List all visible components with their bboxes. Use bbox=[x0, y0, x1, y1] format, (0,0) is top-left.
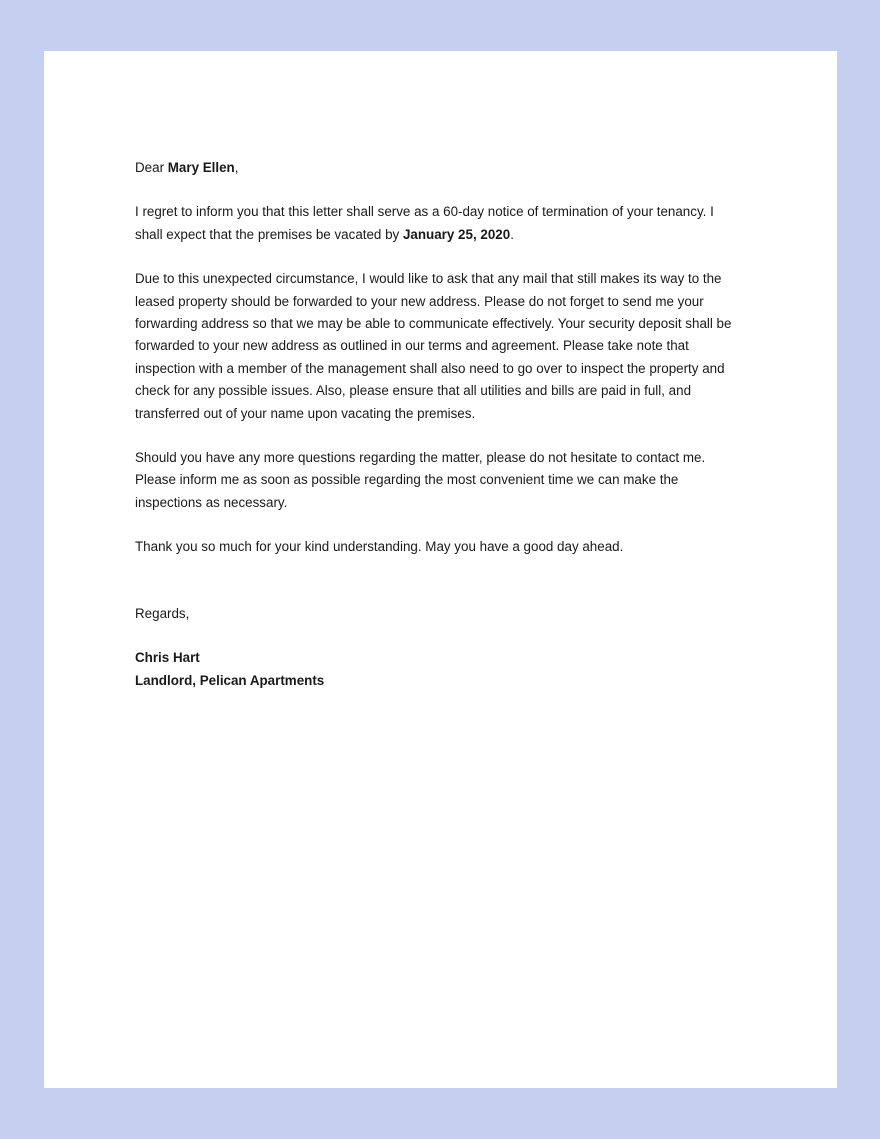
paragraph-thanks: Thank you so much for your kind understanding. May you have a good day ahead. bbox=[135, 539, 624, 555]
notice-end: . bbox=[510, 226, 514, 242]
salutation-suffix: , bbox=[234, 160, 239, 175]
letter-page bbox=[44, 51, 837, 1088]
paragraph-questions: Should you have any more questions regarding the matter, please do not hesitate to contact me. Please inform me as soon as possible regarding the most convenient time we can make the inspections as necessary. bbox=[135, 450, 706, 510]
letter-body bbox=[135, 157, 745, 692]
paragraph-forwarding: Due to this unexpected circumstance, I would like to ask that any mail that still makes its way to the leased property should be forwarded to your new address. Please do not forget to send me your forwarding address so that we may be able to communicate effectively. Your security deposit shall be forwarded to your new address as outlined in our terms and agreement. Please take note that inspection with a member of the management shall also need to go over to inspect the property and check for any possible issues. Also, please ensure that all utilities and bills are paid in full, and transferred out of your name upon vacating the premises. bbox=[135, 271, 732, 421]
salutation-prefix: Dear bbox=[135, 160, 168, 175]
recipient-name: Mary Ellen bbox=[167, 160, 235, 175]
paragraph-notice bbox=[135, 201, 745, 246]
salutation bbox=[135, 157, 745, 179]
signer-name: Chris Hart bbox=[135, 650, 200, 666]
vacate-date: January 25, 2020 bbox=[402, 226, 511, 242]
notice-text: I regret to inform you that this letter shall serve as a 60-day notice of termination of your tenancy. I shall expect that the premises be vacated by bbox=[135, 204, 714, 242]
signer-title: Landlord, Pelican Apartments bbox=[135, 672, 325, 688]
closing: Regards, bbox=[135, 605, 190, 621]
